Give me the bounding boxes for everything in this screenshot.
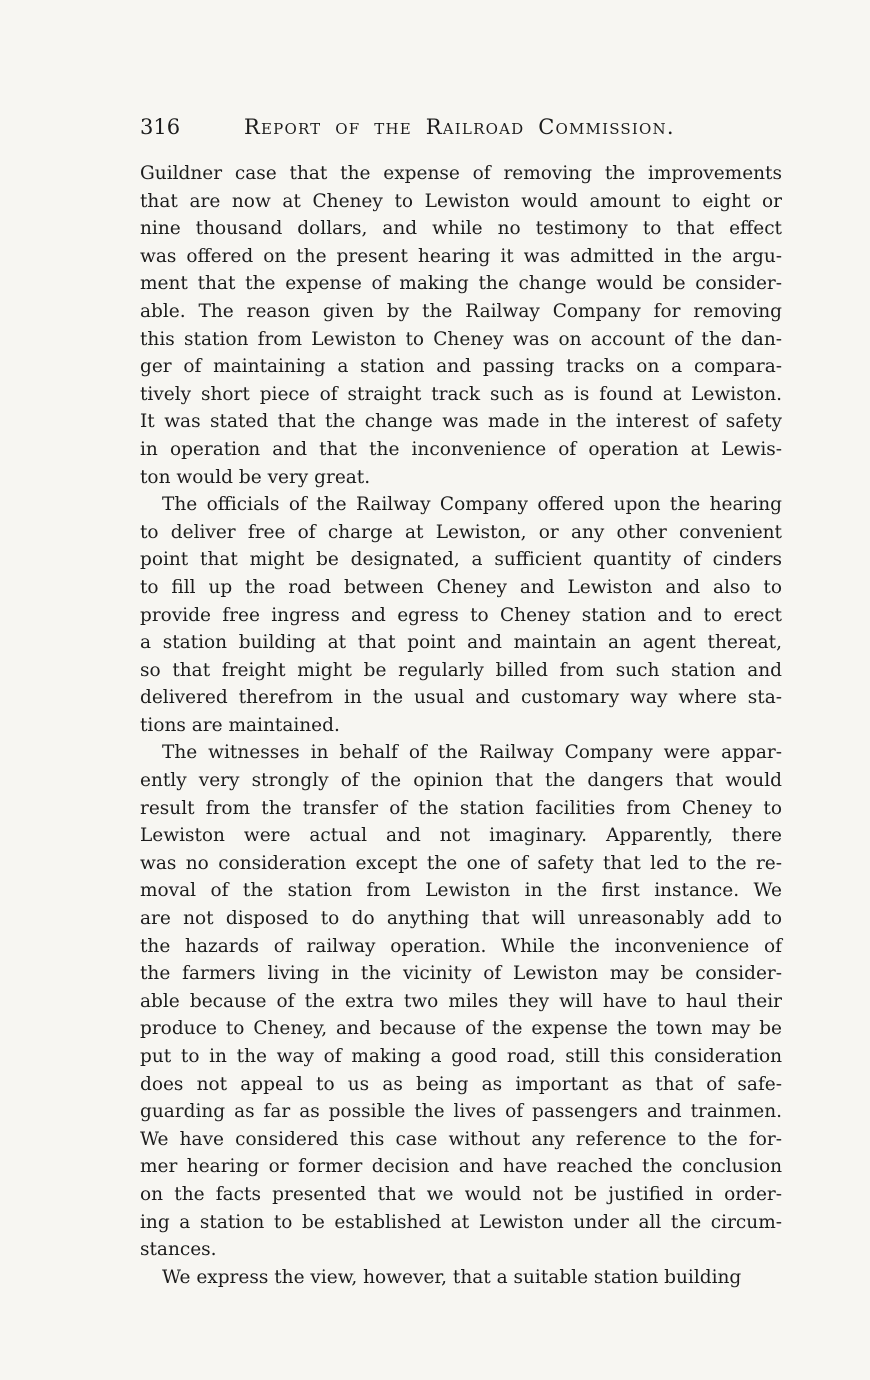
text-line: tively short piece of straight track such as is found at Lewiston. (140, 383, 782, 405)
text-line: We have considered this case without any reference to the for- (140, 1128, 782, 1150)
text-line: nine thousand dollars, and while no testimony to that effect (140, 218, 782, 240)
text-line: ently very strongly of the opinion that the dangers that would (140, 770, 782, 792)
text-line: ment that the expense of making the change would be consider- (140, 273, 782, 295)
text-line: Guildner case that the expense of removing the improvements (140, 163, 782, 184)
text-line: ing a station to be established at Lewiston under all the circum- (140, 1211, 782, 1233)
text-line: Lewiston were actual and not imaginary. Apparently, there (140, 825, 782, 847)
text-line: able. The reason given by the Railway Company for removing (140, 300, 782, 322)
body-text (140, 160, 782, 1291)
running-head: Report of the Railroad Commission. (244, 115, 675, 139)
text-line: tions are maintained. (140, 714, 340, 736)
text-line: produce to Cheney, and because of the expense the town may be (140, 1018, 782, 1040)
text-line: The officials of the Railway Company offered upon the hearing (162, 494, 782, 516)
text-line: ger of maintaining a station and passing tracks on a compara- (140, 356, 782, 378)
text-line: to deliver free of charge at Lewiston, or any other convenient (140, 521, 782, 543)
text-line: delivered therefrom in the usual and customary way where sta- (140, 687, 782, 709)
paragraph (140, 739, 782, 1263)
text-line: stances. (140, 1239, 217, 1261)
text-line: result from the transfer of the station facilities from Cheney to (140, 797, 782, 819)
text-line: It was stated that the change was made in the interest of safety (140, 411, 782, 433)
text-line: this station from Lewiston to Cheney was on account of the dan- (140, 328, 782, 350)
text-line: moval of the station from Lewiston in the first instance. We (140, 880, 782, 902)
text-line: put to in the way of making a good road, still this consideration (140, 1046, 782, 1067)
text-line: point that might be designated, a sufficient quantity of cinders (140, 549, 782, 571)
text-line: so that freight might be regularly billed from such station and (140, 659, 782, 681)
paragraph (140, 160, 782, 491)
paragraph (140, 1264, 782, 1292)
text-line: to fill up the road between Cheney and Lewiston and also to (140, 576, 782, 598)
text-line: was no consideration except the one of safety that led to the re- (140, 852, 782, 874)
text-line: mer hearing or former decision and have reached the conclusion (140, 1156, 782, 1178)
text-line: The witnesses in behalf of the Railway Company were appar- (162, 742, 782, 764)
text-line: in operation and that the inconvenience of operation at Lewis- (140, 438, 782, 460)
text-line: was offered on the present hearing it was admitted in the argu- (140, 245, 782, 267)
text-line: able because of the extra two miles they will have to haul their (140, 990, 782, 1012)
page-number: 316 (140, 115, 181, 139)
text-line: does not appeal to us as being as important as that of safe- (140, 1073, 782, 1095)
text-line: provide free ingress and egress to Cheney station and to erect (140, 604, 782, 626)
text-line: on the facts presented that we would not be justified in order- (140, 1183, 782, 1205)
text-line: We express the view, however, that a suitable station building (162, 1266, 742, 1288)
paragraph (140, 491, 782, 739)
page-header (140, 112, 790, 142)
text-line: a station building at that point and maintain an agent thereat, (140, 632, 782, 654)
text-line: ton would be very great. (140, 466, 371, 488)
text-line: that are now at Cheney to Lewiston would amount to eight or (140, 190, 782, 212)
text-line: the farmers living in the vicinity of Lewiston may be consider- (140, 963, 782, 985)
text-line: are not disposed to do anything that will unreasonably add to (140, 908, 782, 930)
text-line: the hazards of railway operation. While the inconvenience of (140, 935, 782, 957)
text-line: guarding as far as possible the lives of passengers and trainmen. (140, 1101, 782, 1123)
